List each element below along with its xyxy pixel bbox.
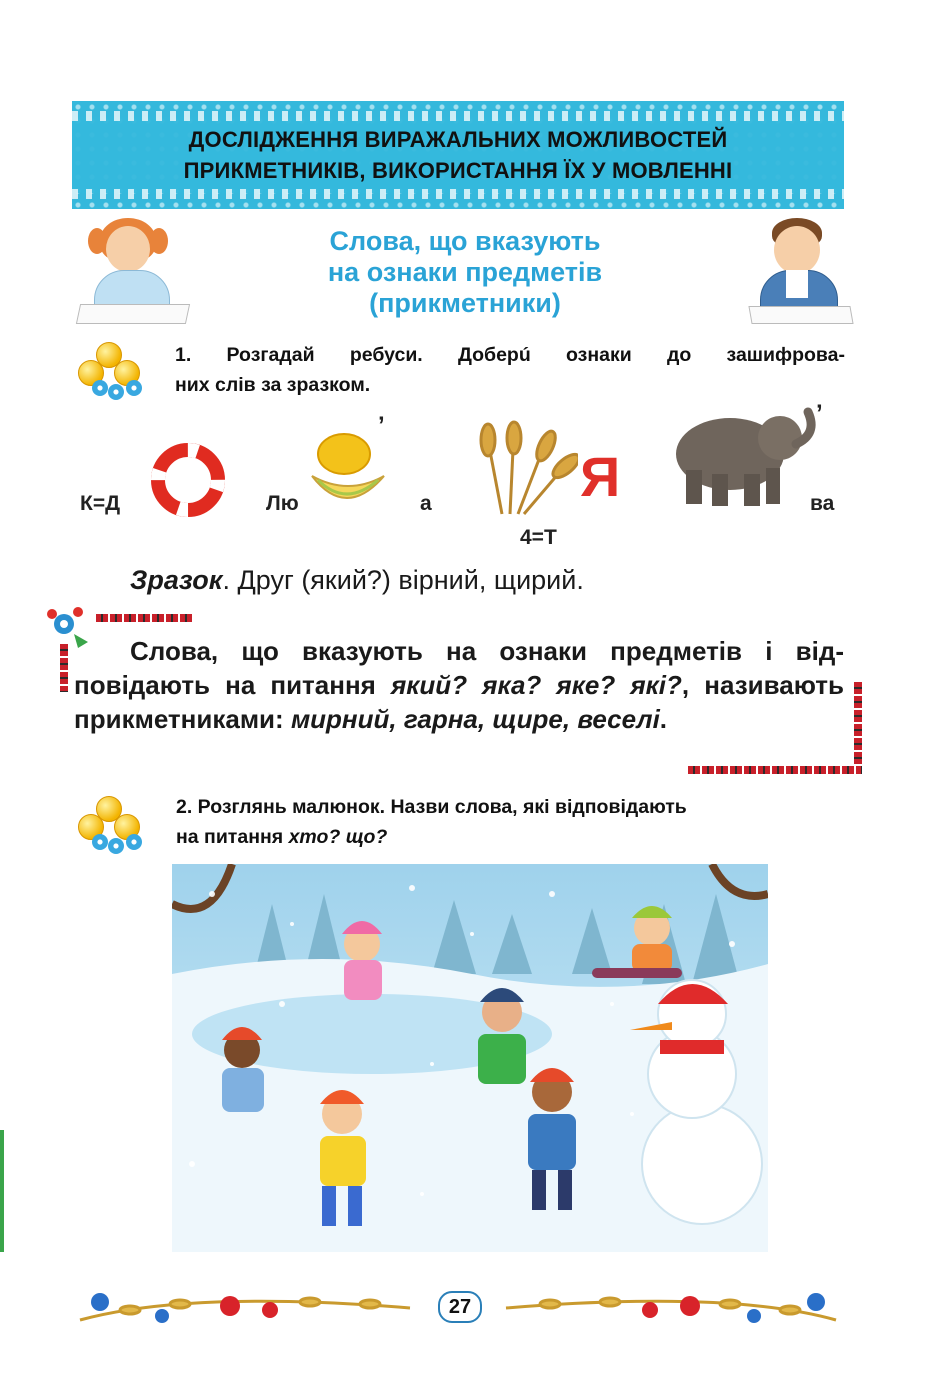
sample-text: . Друг (який?) вірний, щирий. xyxy=(222,565,584,595)
subtitle-line-3: (прикметники) xyxy=(369,288,561,318)
left-edge-strip xyxy=(0,1130,4,1252)
rule-text-1: Слова, що вказують на ознаки предметів і від-повідають на питання xyxy=(74,636,844,700)
task-2-icon xyxy=(74,794,146,856)
rule-ornament-bottom xyxy=(688,766,862,774)
header-banner xyxy=(72,101,844,209)
rebus-letter: Я xyxy=(580,445,621,508)
task-2-instruction xyxy=(176,792,846,852)
page-number: 27 xyxy=(438,1291,482,1323)
task-2-line-2 xyxy=(176,822,846,852)
winter-scene-image xyxy=(172,864,768,1252)
rule-ornament-top xyxy=(96,614,192,622)
rebus-2-suffix: а xyxy=(420,492,432,515)
task-2-line-1: 2. Розглянь малюнок. Назви слова, які відповідають xyxy=(176,796,687,818)
sample-label: Зразок xyxy=(130,565,223,595)
rebus-comma-2: ’ xyxy=(816,400,823,427)
task-1-line-1: 1. Розгадай ребуси. Доберú ознаки до зашифрова- xyxy=(175,344,845,366)
task-1-icon xyxy=(74,340,146,402)
wheat-image xyxy=(466,420,578,516)
lifebuoy-image xyxy=(150,442,226,518)
rebus-2-text: Лю xyxy=(266,492,299,515)
rule-paragraph xyxy=(74,634,844,736)
rule-examples: мирний, гарна, щире, веселі xyxy=(290,704,660,734)
header-title xyxy=(72,117,844,193)
task-2-line-2-text: на питання xyxy=(176,826,289,848)
girl-illustration xyxy=(74,212,194,330)
rebus-1-text: К=Д xyxy=(80,492,121,515)
rule-text-2: , називають прикметниками: xyxy=(74,670,844,734)
rebus-4-suffix: ва xyxy=(810,492,835,515)
rebus-3-text: 4=Т xyxy=(520,526,557,549)
elephant-image xyxy=(668,404,818,508)
task-1-line-2: них слів за зразком. xyxy=(175,374,371,396)
subtitle-line-1: Слова, що вказують xyxy=(329,226,601,256)
task-2-line-2-question: хто? що? xyxy=(288,826,388,848)
rule-questions: який? яка? яке? які? xyxy=(390,670,682,700)
subtitle-line-2: на ознаки предметів xyxy=(327,257,603,287)
boy-illustration xyxy=(750,212,850,330)
header-title-line-2: ПРИКМЕТНИКІВ, ВИКОРИСТАННЯ ЇХ У МОВЛЕННІ xyxy=(183,158,733,183)
rule-ornament-right xyxy=(854,682,862,768)
sample-line xyxy=(130,560,584,600)
section-subtitle xyxy=(250,226,680,319)
task-1-instruction xyxy=(175,340,845,400)
header-title-line-1: ДОСЛІДЖЕННЯ ВИРАЖАЛЬНИХ МОЖЛИВОСТЕЙ xyxy=(188,127,728,152)
rule-end: . xyxy=(659,704,668,734)
rule-ornament-left xyxy=(60,644,68,692)
rebus-comma-1: ’ xyxy=(378,412,385,439)
